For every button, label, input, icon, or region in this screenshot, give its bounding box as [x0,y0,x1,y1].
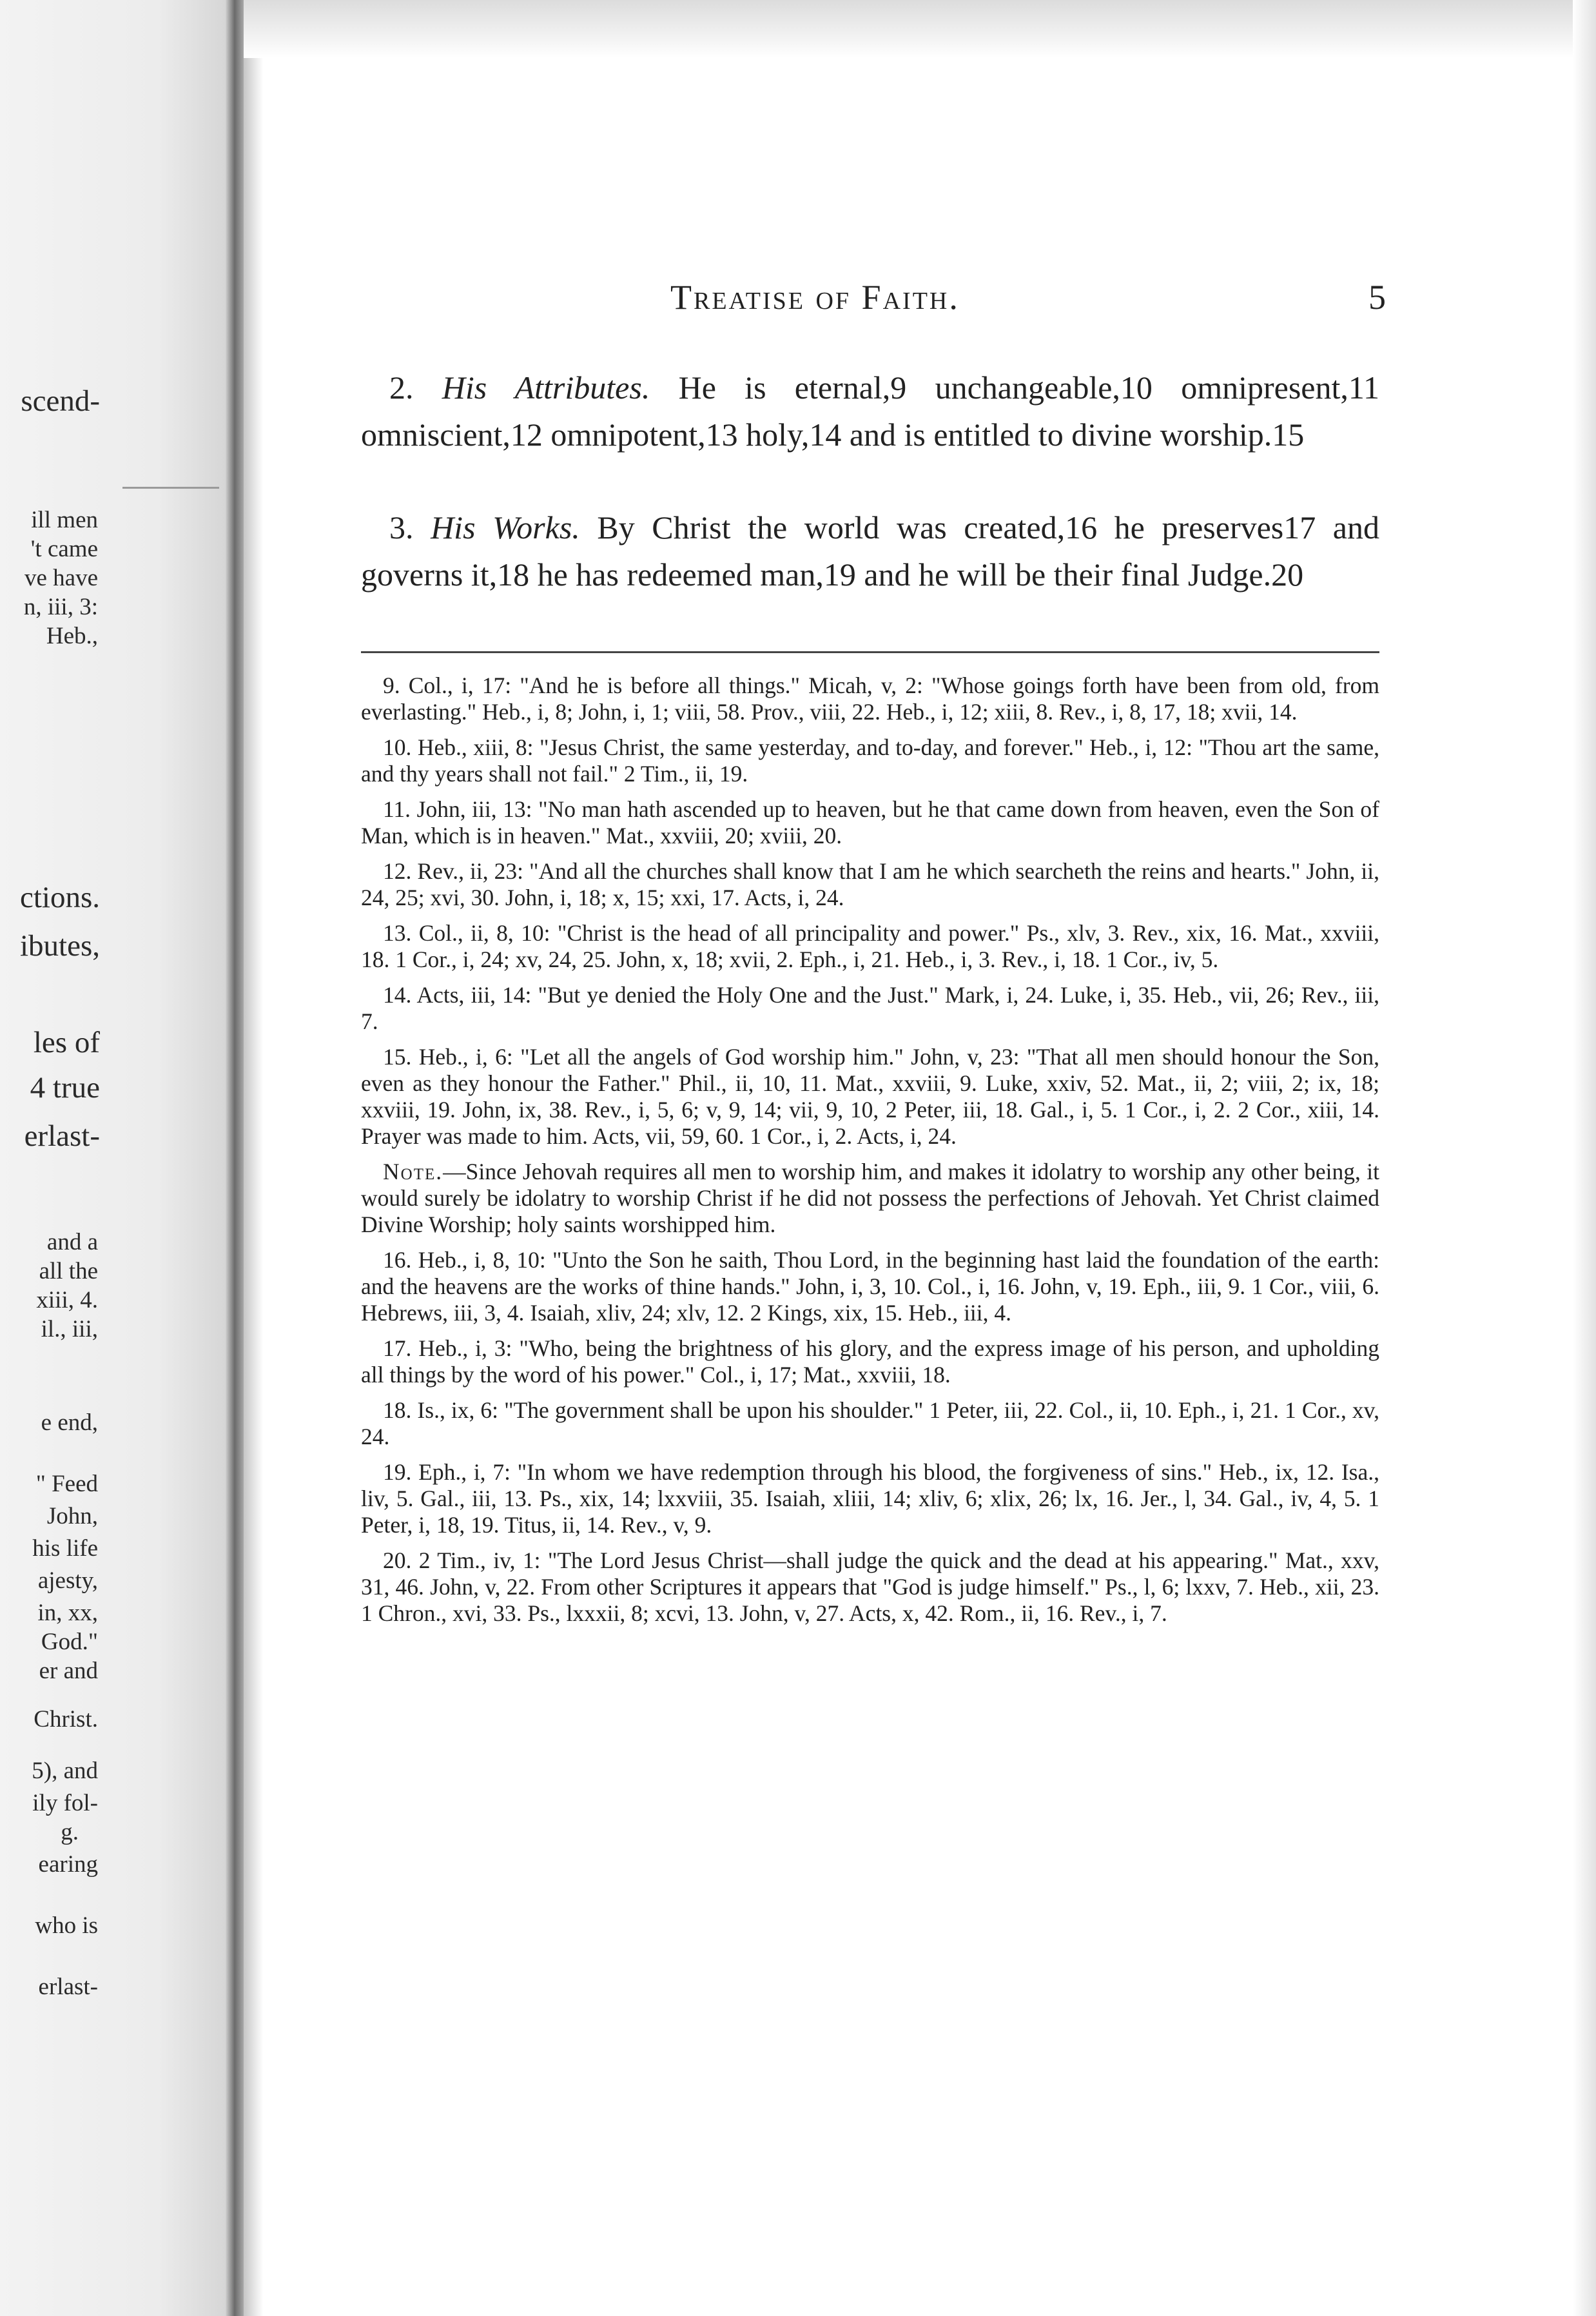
paragraph-works [361,504,1379,598]
book-gutter [226,0,244,2316]
left-page-fragment: erlast- [24,1119,100,1153]
footnote-note [361,1159,1379,1238]
footnotes [361,672,1379,1636]
footnote-20: 20. 2 Tim., iv, 1: "The Lord Jesus Christ—shall judge the quick and the dead at his appearing." Mat., xxv, 31, 46. John, v, 22. From other Scriptures it appears that "God is judge himself." Ps., l, 6; lxxv, 7. Heb., xii, 23. 1 Chron., xvi, 33. Ps., lxxxii, 8; xcvi, 13. John, v, 27. Acts, x, 42. Rom., ii, 16. Rev., i, 7. [361,1547,1379,1626]
left-page-fragment: ajesty, [37,1567,98,1594]
paragraph-number: 2. [389,369,414,406]
footnote-13: 13. Col., ii, 8, 10: "Christ is the head of all principality and power." Ps., xlv, 3. Rev., xix, 16. Mat., xxviii, 18. 1 Cor., i, 24; xv, 24, 25. John, x, 18; xvii, 2. Eph., i, 21. Heb., i, 3. Rev., i, 18. 1 Cor., iv, 5. [361,920,1379,972]
page-edge [1573,0,1596,2316]
left-page-fragment: ily fol- [32,1790,98,1816]
left-page-fragment: e end, [41,1409,98,1436]
left-page-fragment: 5), and [32,1758,98,1784]
page-top-shadow [244,0,1596,58]
running-title: Treatise of Faith. [670,278,960,317]
left-page-fragment: all the [39,1258,98,1284]
left-page-fragment: Christ. [34,1706,98,1732]
left-page-fragment: n, iii, 3: [23,594,98,620]
gutter-shadow [244,0,263,2316]
footnote-11: 11. John, iii, 13: "No man hath ascended up to heaven, but he that came down from heaven, even the Son of Man, which is in heaven." Mat., xxviii, 20; xviii, 20. [361,796,1379,849]
paragraph-text: By Christ the world was created,16 he preserves17 and governs it,18 he has redeemed man,19 and he will be their final Judge.20 [361,509,1380,593]
left-page-fragment: and a [46,1229,98,1255]
left-page-fragment: his life [32,1535,98,1562]
footnote-rule [361,651,1379,653]
footnote-16: 16. Heb., i, 8, 10: "Unto the Son he saith, Thou Lord, in the beginning hast laid the foundation of the earth: and the heavens are the works of thine hands." John, i, 3, 10. Col., i, 16. John, v, 19. Eph., iii, 9. 1 Cor., viii, 6. Hebrews, iii, 3, 4. Isaiah, xliv, 24; xlv, 12. 2 Kings, xix, 15. Heb., iii, 4. [361,1247,1379,1326]
left-page-fragment: les of [33,1026,100,1059]
left-page-fragment: 't came [30,536,98,562]
left-page-fragment: ill men [31,507,98,533]
left-page-remnant [0,0,226,2316]
paragraph-text: He is eternal,9 unchangeable,10 omnipresent,11 omniscient,12 omnipotent,13 holy,14 and is entitled to divine worship.15 [361,369,1380,453]
left-page-fragment: ibutes, [19,929,100,963]
paragraph-attributes [361,364,1379,458]
left-page-fragment: ve have [24,565,98,591]
left-page-fragment: scend- [21,384,100,418]
left-page-fragment: er and [39,1658,98,1684]
left-page-fragment: ctions. [19,881,100,914]
footnote-17: 17. Heb., i, 3: "Who, being the brightness of his glory, and the express image of his person, and upholding all things by the word of his power." Col., i, 17; Mat., xxviii, 18. [361,1335,1379,1388]
left-page-fragment: xiii, 4. [36,1287,98,1313]
left-page-fragment: John, [46,1503,98,1529]
left-page-fragment: God." [41,1629,98,1655]
left-page-fragment: earing [38,1851,98,1878]
footnote-14: 14. Acts, iii, 14: "But ye denied the Holy One and the Just." Mark, i, 24. Luke, i, 35. Heb., vii, 26; Rev., iii, 7. [361,982,1379,1034]
paragraph-heading: His Attributes. [442,369,650,406]
footnote-10: 10. Heb., xiii, 8: "Jesus Christ, the same yesterday, and to-day, and forever." Heb., i, 12: "Thou art the same, and thy years shall not fail." 2 Tim., ii, 19. [361,734,1379,787]
note-text: —Since Jehovah requires all men to worship him, and makes it idolatry to worship any other being, it would surely be idolatry to worship Christ if he did not possess the perfections of Jehovah. Yet Christ claimed Divine Worship; holy saints worshipped him. [361,1159,1379,1237]
left-page-fragment: il., iii, [41,1316,98,1342]
left-page-fragment: " Feed [35,1471,98,1497]
paragraph-number: 3. [389,509,414,545]
note-label: Note. [383,1159,443,1184]
paragraph-heading: His Works. [431,509,580,545]
left-page-rule [122,487,219,489]
left-page-fragment: erlast- [38,1974,98,2000]
footnote-18: 18. Is., ix, 6: "The government shall be upon his shoulder." 1 Peter, iii, 22. Col., ii, 10. Eph., i, 21. 1 Cor., xv, 24. [361,1397,1379,1449]
left-page-fragment: Heb., [46,623,98,649]
left-page-fragment: 4 true [30,1071,100,1104]
footnote-19: 19. Eph., i, 7: "In whom we have redemption through his blood, the forgiveness of sins." Heb., ix, 12. Isa., liv, 5. Gal., iii, 13. Ps., xix, 14; lxxviii, 35. Isaiah, xliii, 14; xliv, 6; xlix, 26; lx, 16. Jer., l, 34. Gal., iv, 4, 5. 1 Peter, i, 18, 19. Titus, ii, 14. Rev., v, 9. [361,1459,1379,1538]
page-number: 5 [1368,278,1386,317]
footnote-15: 15. Heb., i, 6: "Let all the angels of God worship him." John, v, 23: "That all men should honour the Son, even as they honour the Father." Phil., ii, 10, 11. Mat., xxviii, 9. Luke, xxiv, 52. Mat., ii, 2; viii, 2; ix, 18; xxviii, 19. John, ix, 38. Rev., i, 5, 6; v, 9, 14; vii, 9, 10, 2 Peter, iii, 18. Gal., i, 5. 1 Cor., i, 2. 2 Cor., xiii, 14. Prayer was made to him. Acts, vii, 59, 60. 1 Cor., i, 2. Acts, i, 24. [361,1044,1379,1149]
left-page-fragment: g. [61,1819,79,1845]
footnote-12: 12. Rev., ii, 23: "And all the churches shall know that I am he which searcheth the reins and hearts." John, ii, 24, 25; xvi, 30. John, i, 18; x, 15; xxi, 17. Acts, i, 24. [361,858,1379,910]
left-page-fragment: who is [35,1912,98,1939]
left-page-fragment: in, xx, [37,1600,98,1626]
footnote-9: 9. Col., i, 17: "And he is before all things." Micah, v, 2: "Whose goings forth have been from old, from everlasting." Heb., i, 8; John, i, 1; viii, 58. Prov., viii, 22. Heb., i, 12; xiii, 8. Rev., i, 8, 17, 18; xvii, 14. [361,672,1379,725]
running-header [670,277,1386,322]
